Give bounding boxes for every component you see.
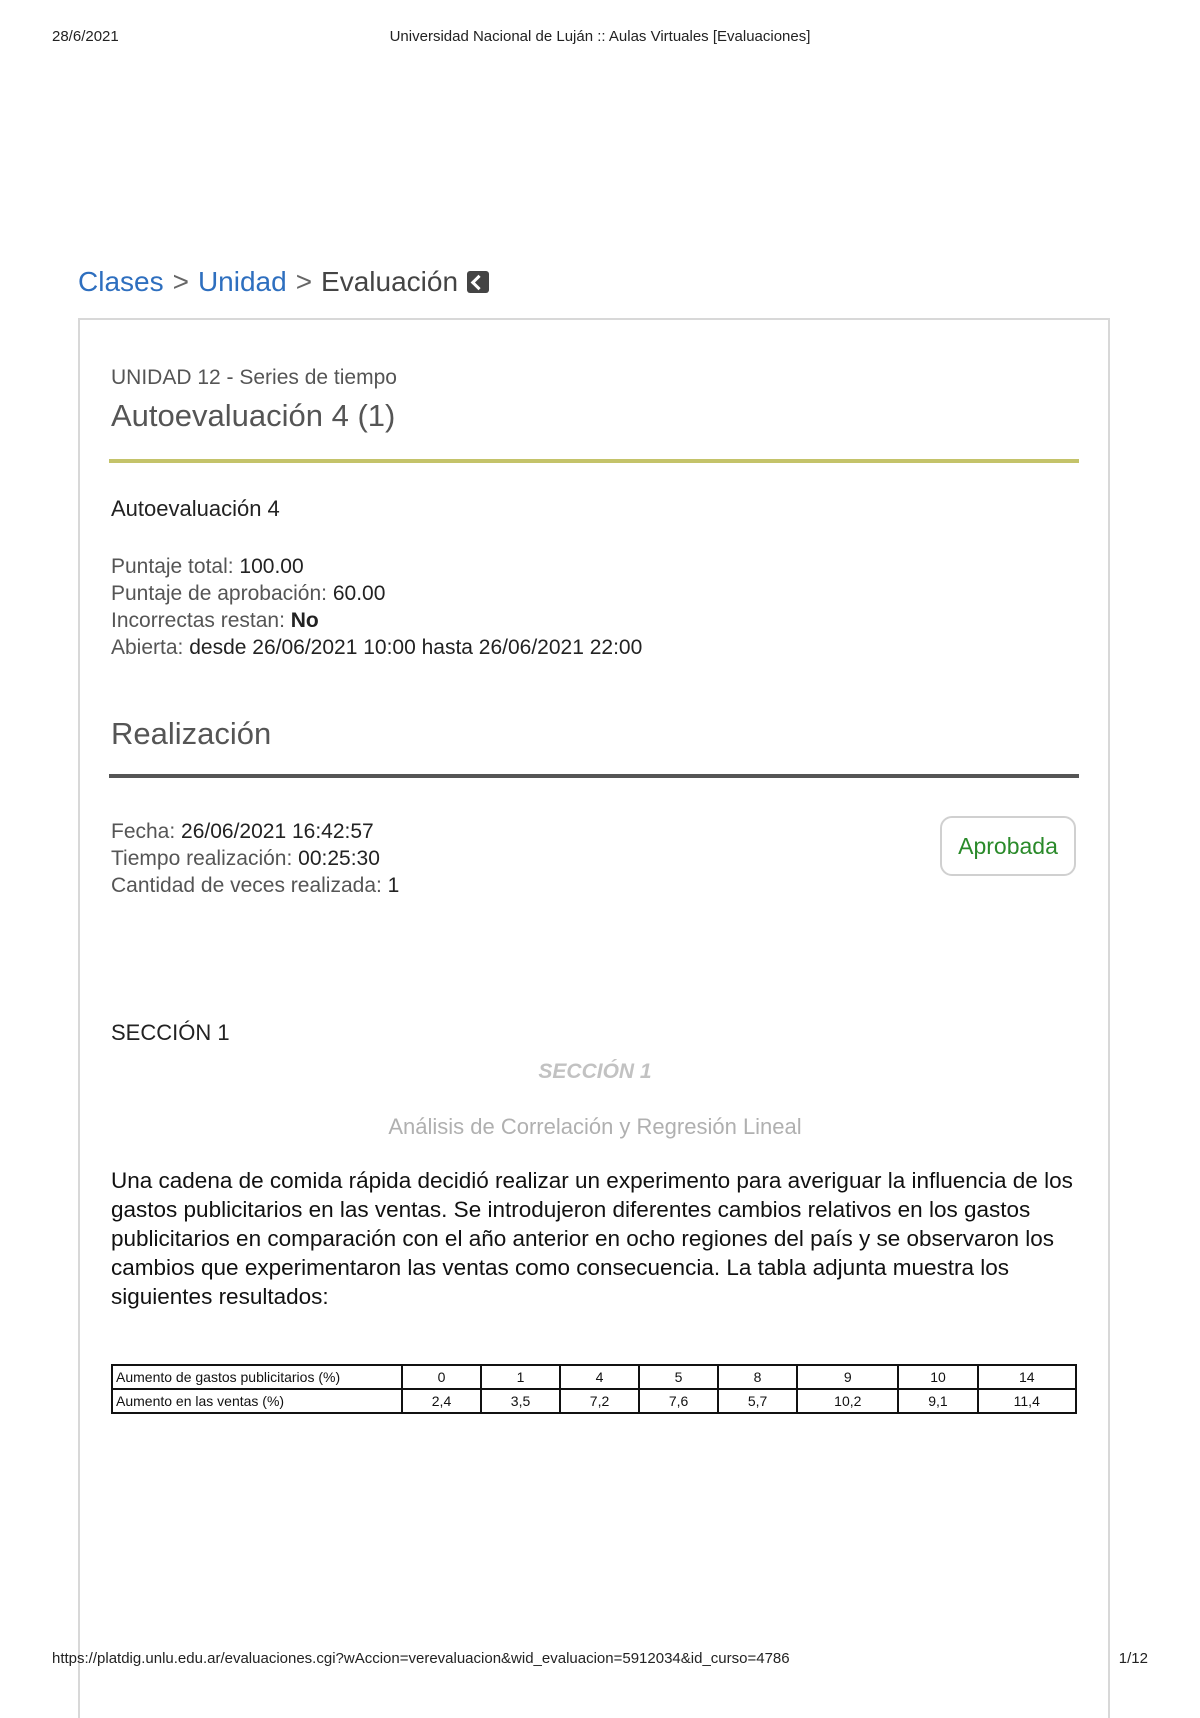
- row-header: Aumento de gastos publicitarios (%): [112, 1365, 402, 1389]
- table-cell: 8: [718, 1365, 797, 1389]
- page-title: Autoevaluación 4 (1): [111, 398, 396, 433]
- status-badge: Aprobada: [940, 816, 1076, 876]
- pass-score-row: [111, 580, 642, 607]
- evaluation-panel: [78, 318, 1110, 1718]
- table-cell: 4: [560, 1365, 639, 1389]
- table-row: [112, 1389, 1076, 1413]
- attempt-count-row: [111, 872, 399, 899]
- table-cell: 5: [639, 1365, 718, 1389]
- negative-marking-value: No: [290, 609, 319, 632]
- title-divider: [109, 459, 1079, 463]
- breadcrumb-separator: >: [295, 266, 313, 297]
- section-label: SECCIÓN 1: [111, 1020, 230, 1045]
- breadcrumb-current: Evaluación: [321, 266, 459, 297]
- print-date: 28/6/2021: [52, 28, 119, 45]
- table-cell: 2,4: [402, 1389, 481, 1413]
- attempt-count-value: 1: [387, 874, 400, 897]
- table-cell: 10,2: [797, 1389, 898, 1413]
- data-table: [111, 1364, 1077, 1414]
- total-score-label: Puntaje total:: [111, 555, 240, 578]
- section-heading: SECCIÓN 1: [538, 1060, 652, 1083]
- table-cell: 14: [978, 1365, 1077, 1389]
- table-cell: 7,2: [560, 1389, 639, 1413]
- negative-marking-row: [111, 607, 642, 634]
- realization-title: Realización: [111, 716, 272, 751]
- attempt-date-label: Fecha:: [111, 820, 182, 843]
- evaluation-info: [111, 553, 642, 661]
- attempt-time-value: 00:25:30: [298, 847, 380, 870]
- page-number: 1/12: [1118, 1650, 1148, 1667]
- table-cell: 9: [797, 1365, 898, 1389]
- print-title: Universidad Nacional de Luján :: Aulas Virtuales [Evaluaciones]: [389, 28, 811, 45]
- pass-score-value: 60.00: [332, 582, 386, 605]
- section-subheading: Análisis de Correlación y Regresión Lineal: [388, 1114, 802, 1139]
- open-window-label: Abierta:: [111, 636, 190, 659]
- evaluation-subtitle: Autoevaluación 4: [111, 496, 280, 521]
- attempt-date-row: [111, 818, 399, 845]
- breadcrumb-clases-link[interactable]: Clases: [78, 266, 164, 297]
- table-cell: 7,6: [639, 1389, 718, 1413]
- back-arrow-icon[interactable]: [467, 271, 489, 293]
- table-cell: 1: [481, 1365, 560, 1389]
- breadcrumb-separator: >: [172, 266, 189, 297]
- table-cell: 11,4: [978, 1389, 1077, 1413]
- open-window-row: [111, 634, 642, 661]
- attempt-info: [111, 818, 399, 899]
- attempt-time-row: [111, 845, 399, 872]
- table-cell: 10: [898, 1365, 977, 1389]
- print-header: [0, 28, 1200, 48]
- print-url: https://platdig.unlu.edu.ar/evaluaciones.cgi?wAccion=verevaluacion&wid_evaluacion=5912034&id_curso=4786: [52, 1650, 790, 1667]
- breadcrumb-unidad-link[interactable]: Unidad: [197, 266, 287, 297]
- table-cell: 9,1: [898, 1389, 977, 1413]
- row-header: Aumento en las ventas (%): [112, 1389, 402, 1413]
- table-cell: 3,5: [481, 1389, 560, 1413]
- total-score-row: [111, 553, 642, 580]
- table-cell: 0: [402, 1365, 481, 1389]
- total-score-value: 100.00: [239, 555, 304, 578]
- breadcrumb: [78, 266, 489, 298]
- table-cell: 5,7: [718, 1389, 797, 1413]
- attempt-date-value: 26/06/2021 16:42:57: [181, 820, 374, 843]
- pass-score-label: Puntaje de aprobación:: [111, 582, 333, 605]
- negative-marking-label: Incorrectas restan:: [111, 609, 291, 632]
- attempt-time-label: Tiempo realización:: [111, 847, 299, 870]
- table-row: [112, 1365, 1076, 1389]
- unit-name: UNIDAD 12 - Series de tiempo: [111, 366, 397, 389]
- problem-statement: Una cadena de comida rápida decidió realizar un experimento para averiguar la influencia de los gastos publicitarios en las ventas. Se introdujeron diferentes cambios relativos en los gastos publicitarios en comparación con el año anterior en ocho regiones del país y se observaron los cambios que experimentaron las ventas como consecuencia. La tabla adjunta muestra los siguientes resultados:: [111, 1168, 1073, 1309]
- realization-divider: [109, 774, 1079, 778]
- open-window-value: desde 26/06/2021 10:00 hasta 26/06/2021 22:00: [189, 636, 643, 659]
- attempt-count-label: Cantidad de veces realizada:: [111, 874, 388, 897]
